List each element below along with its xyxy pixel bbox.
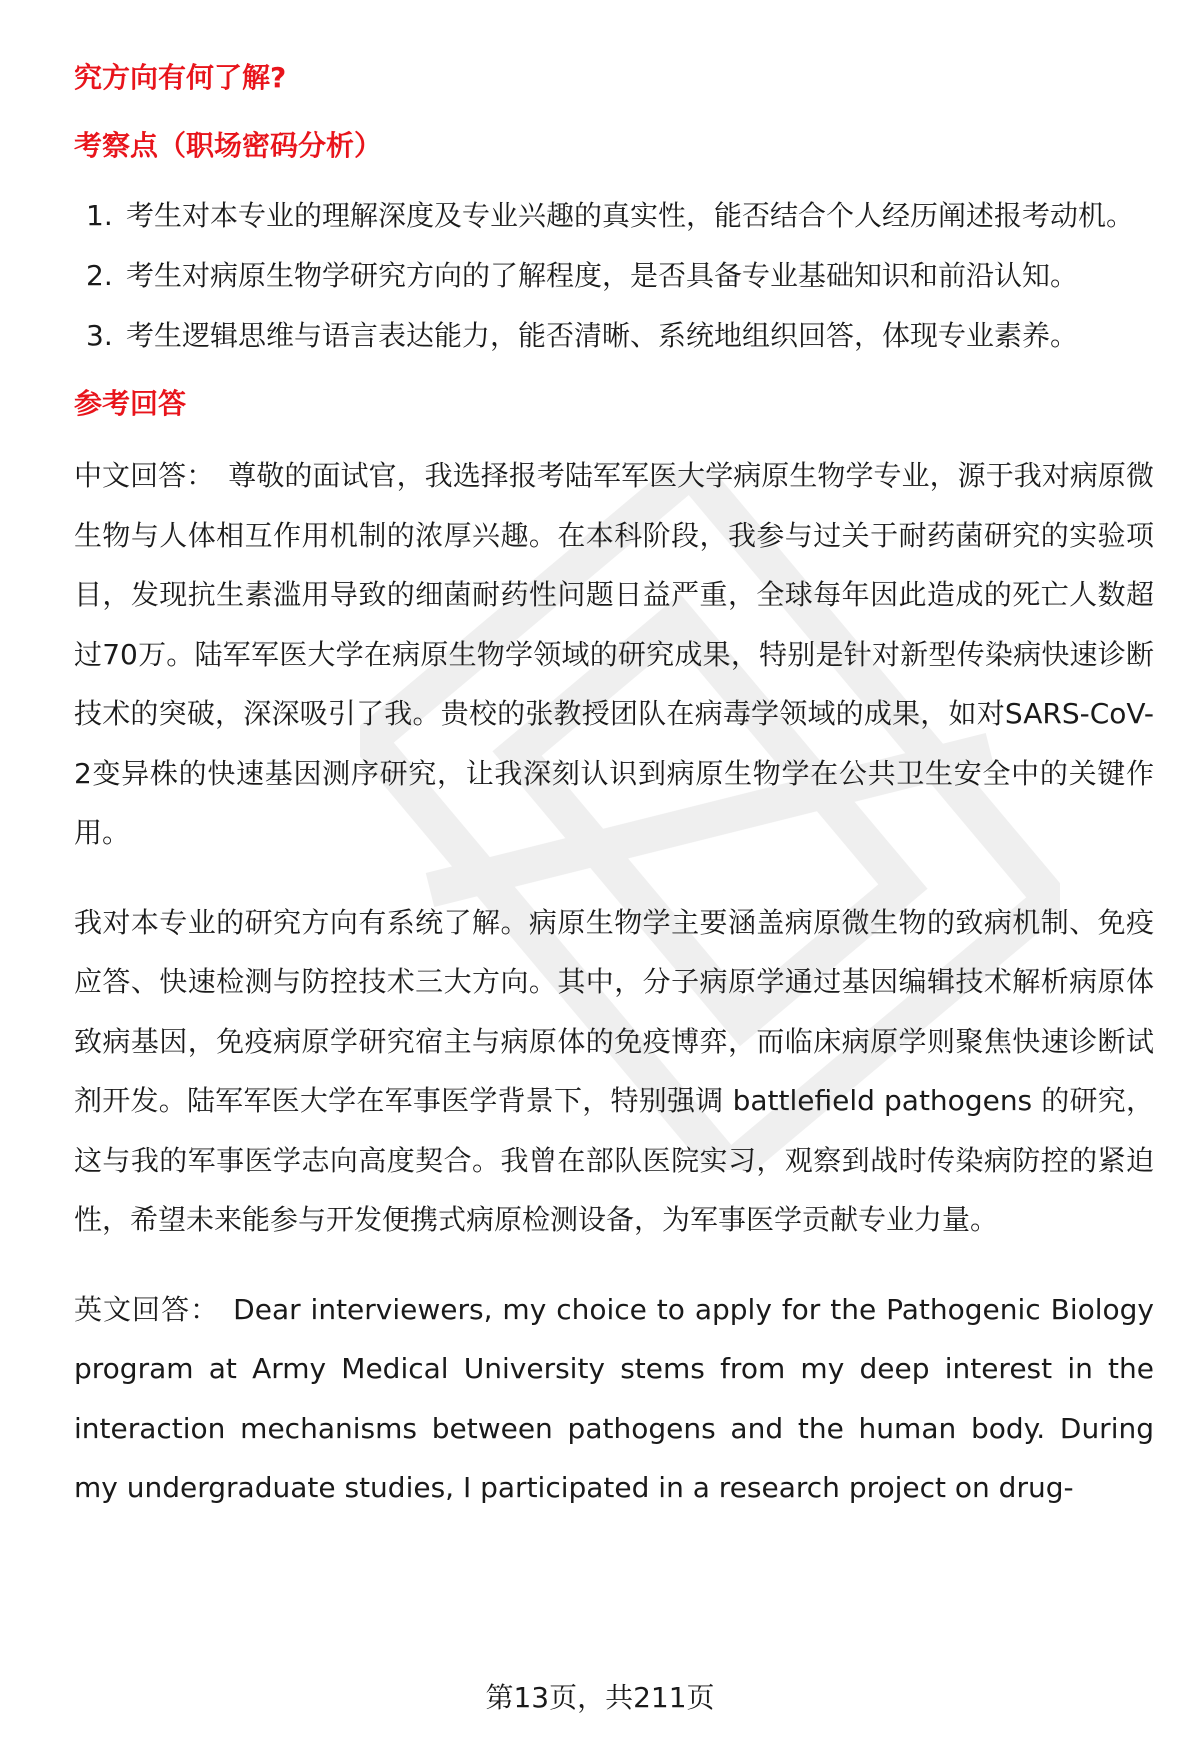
exam-points-list: [74, 186, 1154, 366]
list-item-number: 1.: [86, 199, 113, 232]
chinese-answer-label: 中文回答：: [74, 459, 215, 492]
document-content: [74, 58, 1154, 1548]
list-item-number: 2.: [86, 259, 113, 292]
question-continuation-heading: 究方向有何了解?: [74, 61, 287, 94]
chinese-answer-paragraph-1: [74, 446, 1154, 863]
english-answer-text-1: Dear interviewers, my choice to apply for the Pathogenic Biology program at Army Medical University stems from my deep interest in the interaction mechanisms between pathogens and the human body. During my undergraduate studies, I participated in a research project on drug-: [74, 1292, 1154, 1504]
list-item: [74, 306, 1154, 366]
chinese-answer-text-1: 尊敬的面试官，我选择报考陆军军医大学病原生物学专业，源于我对病原微生物与人体相互作用机制的浓厚兴趣。在本科阶段，我参与过关于耐药菌研究的实验项目，发现抗生素滥用导致的细菌耐药性问题日益严重，全球每年因此造成的死亡人数超过70万。陆军军医大学在病原生物学领域的研究成果，特别是针对新型传染病快速诊断技术的突破，深深吸引了我。贵校的张教授团队在病毒学领域的成果，如对SARS-CoV-2变异株的快速基因测序研究，让我深刻认识到病原生物学在公共卫生安全中的关键作用。: [74, 459, 1154, 849]
english-answer-label: 英文回答：: [74, 1292, 220, 1326]
english-answer-paragraph-1: [74, 1280, 1154, 1518]
reference-answer-heading: 参考回答: [74, 387, 187, 420]
list-item-text: 考生对病原生物学研究方向的了解程度，是否具备专业基础知识和前沿认知。: [126, 259, 1079, 292]
list-item: [74, 246, 1154, 306]
page-number-footer: 第13页，共211页: [485, 1681, 715, 1714]
exam-points-heading: 考察点（职场密码分析）: [74, 129, 383, 162]
list-item-text: 考生逻辑思维与语言表达能力，能否清晰、系统地组织回答，体现专业素养。: [126, 319, 1079, 352]
list-item-text: 考生对本专业的理解深度及专业兴趣的真实性，能否结合个人经历阐述报考动机。: [126, 199, 1135, 232]
list-item: [74, 186, 1154, 246]
chinese-answer-paragraph-2: 我对本专业的研究方向有系统了解。病原生物学主要涵盖病原微生物的致病机制、免疫应答、快速检测与防控技术三大方向。其中，分子病原学通过基因编辑技术解析病原体致病基因，免疫病原学研究宿主与病原体的免疫博弈，而临床病原学则聚焦快速诊断试剂开发。陆军军医大学在军事医学背景下，特别强调 battlefield pathogens 的研究，这与我的军事医学志向高度契合。我曾在部队医院实习，观察到战时传染病防控的紧迫性，希望未来能参与开发便携式病原检测设备，为军事医学贡献专业力量。: [74, 905, 1154, 1236]
list-item-number: 3.: [86, 319, 113, 352]
